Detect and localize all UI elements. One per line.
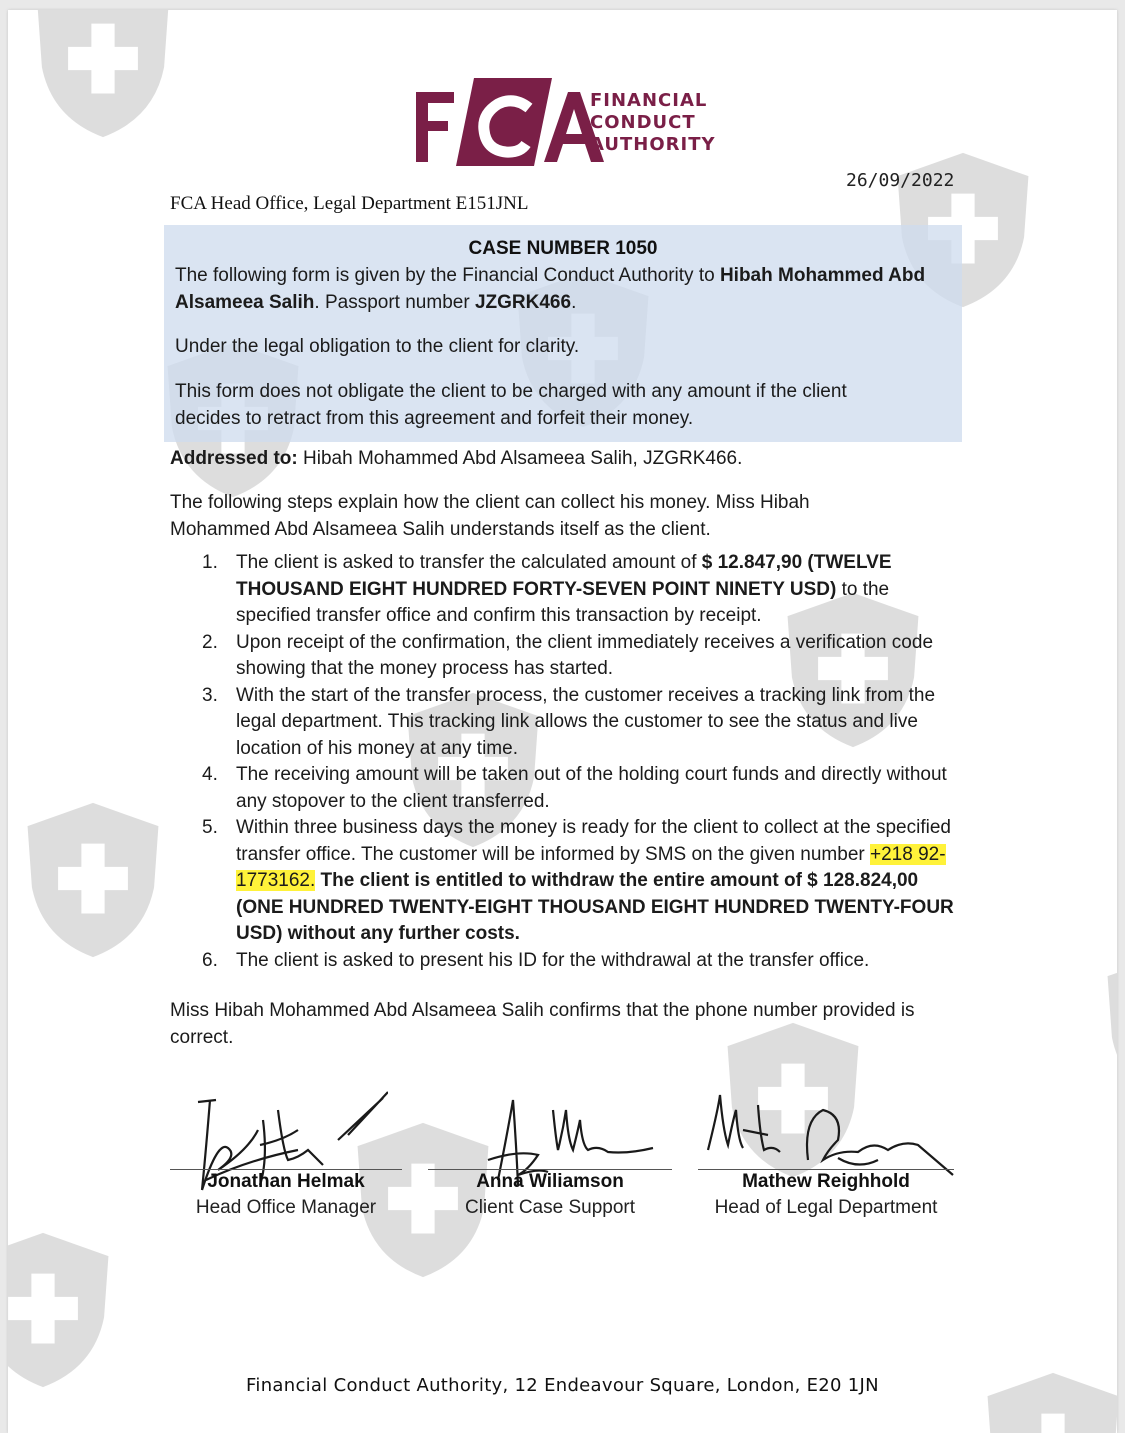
withdraw-amount: The client is entitled to withdraw the entire amount of $ 128.824,00 (ONE HUNDRED TWENTY-EIGHT THOUSAND EIGHT HUNDRED TWENTY-FOUR USD) without any further costs. — [236, 870, 954, 944]
signature-line — [428, 1169, 672, 1170]
document-page — [8, 10, 1117, 1433]
steps-intro: The following steps explain how the client can collect his money. Miss Hibah Mohammed Abd Alsameea Salih understands itself as the client. — [170, 492, 810, 540]
signatory-name: Mathew Reighhold — [742, 1171, 910, 1192]
shield-watermark-icon — [8, 1230, 128, 1390]
signatory-name: Jonathan Helmak — [207, 1171, 365, 1192]
list-item: 1. The client is asked to transfer the calculated amount of $ 12.847,90 (TWELVE THOUSAND EIGHT HUNDRED FORTY-SEVEN POINT NINETY USD) to the specified transfer office and confirm this transaction by receipt. — [202, 552, 892, 626]
document-date: 26/09/2022 — [846, 170, 955, 191]
signature-line — [698, 1169, 954, 1170]
shield-watermark-icon — [1088, 950, 1117, 1110]
list-item: 5. Within three business days the money is ready for the client to collect at the specified transfer office. The customer will be informed by SMS on the given number +218 92-1773162. The client is entitled to withdraw the entire amount of $ 128.824,00 (ONE HUNDRED TWENTY-EIGHT THOUSAND EIGHT HUNDRED TWENTY-FOUR USD) without any further costs. — [202, 817, 954, 944]
case-obligation: Under the legal obligation to the client for clarity. — [175, 336, 580, 357]
signatory-role: Head Office Manager — [195, 1197, 377, 1218]
addressed-to: Addressed to: Hibah Mohammed Abd Alsameea Salih, JZGRK466. — [170, 448, 743, 469]
signatory-role: Client Case Support — [464, 1197, 636, 1218]
list-item: 3. With the start of the transfer process, the customer receives a tracking link from the legal department. This tracking link allows the customer to see the status and live location of his money at any time. — [202, 684, 936, 759]
client-name: Hibah Mohammed Abd Alsameea Salih — [175, 265, 926, 313]
case-title: CASE NUMBER 1050 — [468, 238, 658, 259]
shield-watermark-icon — [8, 800, 178, 960]
list-item: 2. Upon receipt of the confirmation, the client immediately receives a verification code showing that the money process has started. — [202, 631, 934, 679]
footer-address: Financial Conduct Authority, 12 Endeavour Square, London, E20 1JN — [246, 1375, 879, 1396]
transfer-amount: $ 12.847,90 (TWELVE THOUSAND EIGHT HUNDRED FORTY-SEVEN POINT NINETY USD) — [236, 552, 892, 600]
list-item: 4. The receiving amount will be taken out of the holding court funds and directly without any stopover to the client transferred. — [202, 764, 947, 812]
fca-logo-text: FINANCIAL CONDUCT AUTHORITY — [590, 90, 716, 155]
case-intro: The following form is given by the Financial Conduct Authority to Hibah Mohammed Abd Alsameea Salih. Passport number JZGRK466. — [175, 265, 926, 313]
signature-line — [170, 1169, 402, 1170]
phone-number: +218 92-1773162. — [236, 843, 946, 891]
signatory-role: Head of Legal Department — [714, 1197, 938, 1218]
signatory-name: Anna Wiliamson — [476, 1171, 624, 1192]
phone-confirmation: Miss Hibah Mohammed Abd Alsameea Salih confirms that the phone number provided is correct. — [170, 1000, 915, 1048]
passport-number: JZGRK466 — [474, 291, 572, 313]
case-retract: This form does not obligate the client to be charged with any amount if the client decides to retract from this agreement and forfeit their money. — [175, 381, 847, 429]
head-office-line: FCA Head Office, Legal Department E151JNL — [170, 193, 529, 214]
list-item: 6. The client is asked to present his ID for the withdrawal at the transfer office. — [202, 949, 870, 971]
steps-list — [198, 550, 968, 974]
shield-watermark-icon — [18, 10, 188, 140]
